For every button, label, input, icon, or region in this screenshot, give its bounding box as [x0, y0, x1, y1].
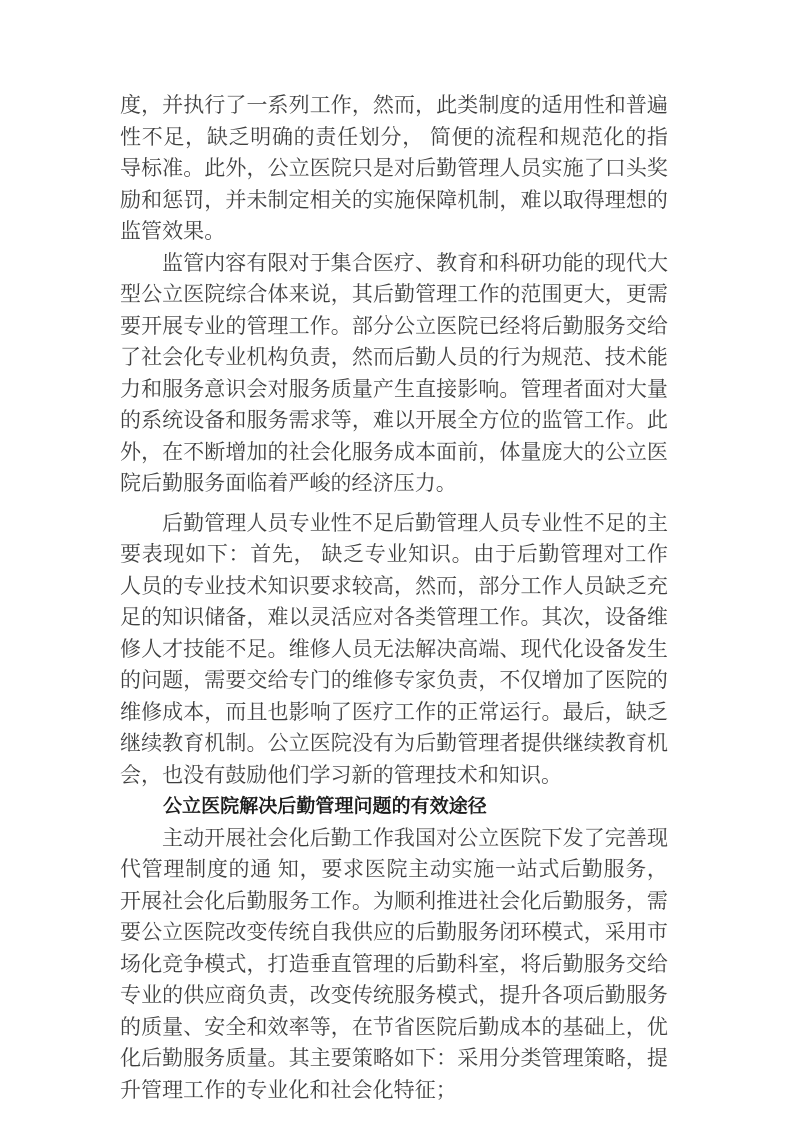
section-heading: 公立医院解决后勤管理问题的有效途径 [163, 796, 487, 817]
paragraph-3: 后勤管理人员专业性不足后勤管理人员专业性不足的主要表现如下：首先， 缺乏专业知识。由于后勤管理对工作人员的专业技术知识要求较高，然而，部分工作人员缺乏充足的知识储备，难以灵活应对各类管理工作。其次，设备维修人才技能不足。维修人员无法解决高端、现代化设备发生的问题，需要交给专门的维修专家负责，不仅增加了医院的维修成本，而且也影响了医疗工作的正常运行。最后，缺乏继续教育机制。公立医院没有为后勤管理者提供继续教育机会，也没有鼓励他们学习新的管理技术和知识。 [120, 510, 668, 787]
paragraph-5: 主动开展社会化后勤工作我国对公立医院下发了完善现代管理制度的通 知，要求医院主动实施一站式后勤服务，开展社会化后勤服务工作。为顺利推进社会化后勤服务，需要公立医院改变传统自我供应的后勤服务闭环模式，采用市场化竞争模式，打造垂直管理的后勤科室，将后勤服务交给专业的供应商负责，改变传统服务模式，提升各项后勤服务的质量、安全和效率等，在节省医院后勤成本的基础上，优化后勤服务质量。其主要策略如下：采用分类管理策略，提升管理工作的专业化和社会化特征； [120, 825, 668, 1102]
paragraph-2: 监管内容有限对于集合医疗、教育和科研功能的现代大型公立医院综合体来说，其后勤管理工作的范围更大，更需要开展专业的管理工作。部分公立医院已经将后勤服务交给了社会化专业机构负责，然而后勤人员的行为规范、技术能力和服务意识会对服务质量产生直接影响。管理者面对大量的系统设备和服务需求等，难以开展全方位的监管工作。此外，在不断增加的社会化服务成本面前，体量庞大的公立医院后勤服务面临着严峻的经济压力。 [120, 250, 668, 495]
document-body [120, 90, 668, 1106]
paragraph-1: 度，并执行了一系列工作，然而，此类制度的适用性和普遍性不足，缺乏明确的责任划分， 简便的流程和规范化的指导标准。此外，公立医院只是对后勤管理人员实施了口头奖励和惩罚，并未制定相关的实施保障机制，难以取得理想的监管效果。 [120, 93, 668, 243]
